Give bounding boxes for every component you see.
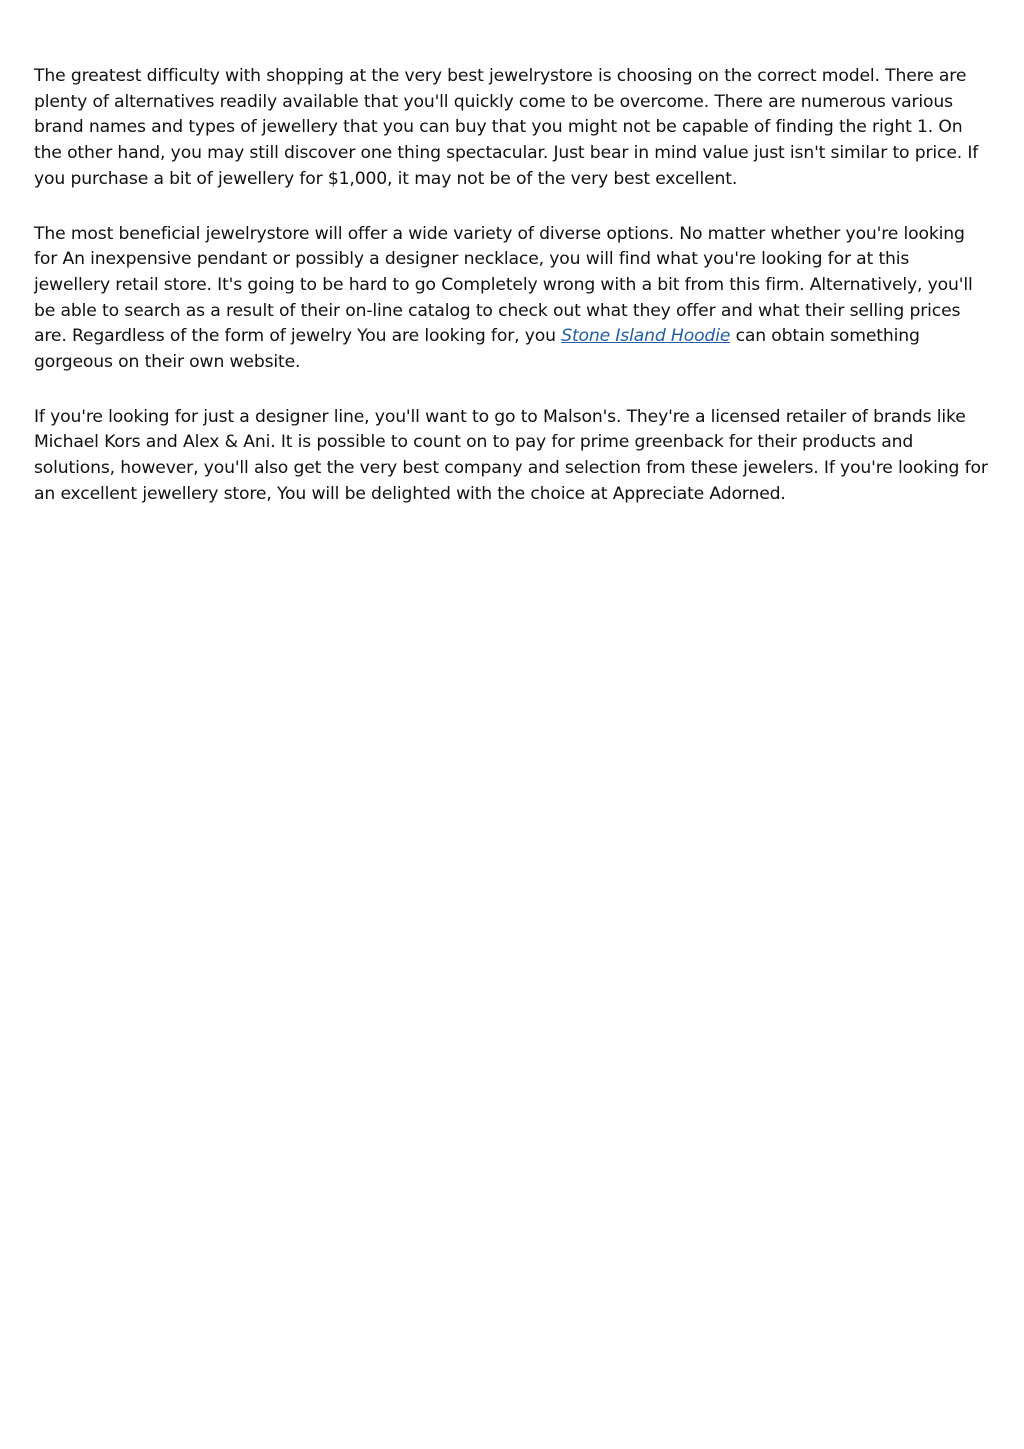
- paragraph-2: [34, 222, 990, 376]
- paragraph-2-text-after-link: can obtain something gorgeous on their own website.: [34, 326, 920, 373]
- stone-island-hoodie-link[interactable]: Stone Island Hoodie: [561, 326, 731, 347]
- paragraph-1: The greatest difficulty with shopping at the very best jewelrystore is choosing on the correct model. There are plenty of alternatives readily available that you'll quickly come to be overcome. There are numerous various brand names and types of jewellery that you can buy that you might not be capable of finding the right 1. On the other hand, you may still discover one thing spectacular. Just bear in mind value just isn't similar to price. If you purchase a bit of jewellery for $1,000, it may not be of the very best excellent.: [34, 66, 979, 189]
- paragraph-2-text-before-link: The most beneficial jewelrystore will offer a wide variety of diverse options. No matter whether you're looking for An inexpensive pendant or possibly a designer necklace, you will find what you're looking for at this jewellery retail store. It's going to be hard to go Completely wrong with a bit from this firm. Alternatively, you'll be able to search as a result of their on-line catalog to check out what they offer and what their selling prices are. Regardless of the form of jewelry You are looking for, you: [34, 223, 973, 347]
- paragraph-3: If you're looking for just a designer line, you'll want to go to Malson's. They're a licensed retailer of brands like Michael Kors and Alex & Ani. It is possible to count on to pay for prime greenback for their products and solutions, however, you'll also get the very best company and selection from these jewelers. If you're looking for an excellent jewellery store, You will be delighted with the choice at Appreciate Adorned.: [34, 406, 988, 504]
- document-body: [34, 64, 990, 537]
